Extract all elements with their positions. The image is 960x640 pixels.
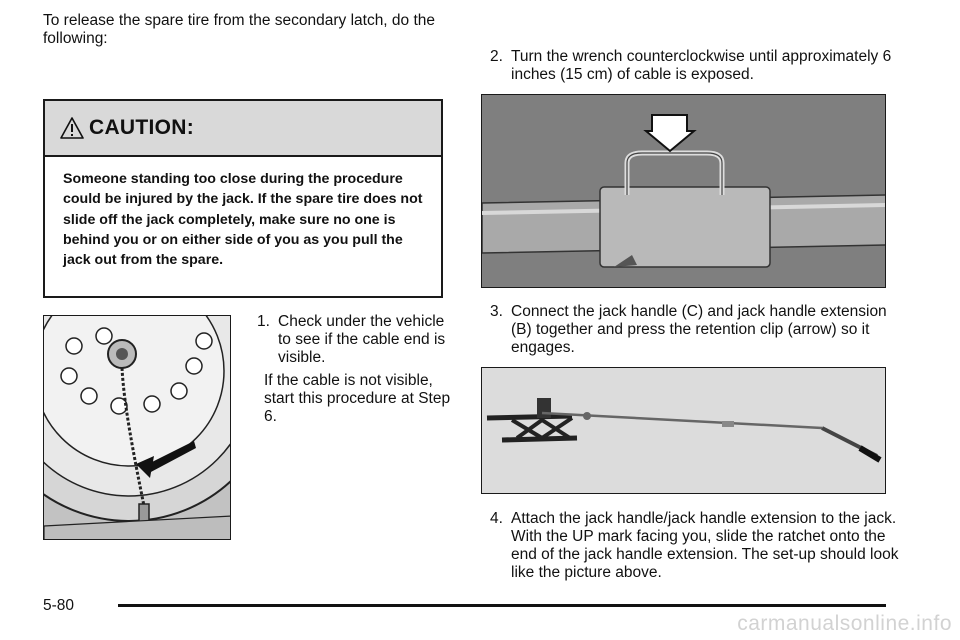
step-4 — [490, 510, 910, 582]
step-3 — [490, 303, 910, 357]
page-number: 5-80 — [43, 597, 75, 614]
step-number: 1. — [257, 313, 270, 330]
caution-title: CAUTION: — [89, 116, 195, 139]
step-number: 2. — [490, 48, 503, 65]
step-text: Connect the jack handle (C) and jack handle extension (B) together and press the retention clip (arrow) so it engages. — [511, 303, 887, 356]
jack-handle-clip-figure — [481, 94, 886, 288]
spare-tire-cable-figure — [43, 315, 231, 540]
intro-text: To release the spare tire from the secondary latch, do the following: — [43, 12, 436, 47]
caution-text: Someone standing too close during the procedure could be injured by the jack. If the spare tire does not slide off the jack completely, make sure no one is behind you or on either side of you as you pull the jack out from the spare. — [63, 171, 423, 269]
step-2 — [490, 48, 910, 84]
step-1 — [257, 313, 447, 367]
step-number: 4. — [490, 510, 503, 527]
watermark: carmanualsonline.info — [737, 612, 952, 635]
caution-header — [45, 101, 441, 157]
caution-box — [43, 99, 443, 298]
step-text: Attach the jack handle/jack handle extension to the jack. With the UP mark facing you, slide the ratchet onto the end of the jack handle extension. The set-up should look like the picture above. — [511, 510, 899, 581]
footer-rule — [118, 604, 886, 607]
step-1-note: If the cable is not visible, start this procedure at Step 6. — [264, 372, 451, 425]
jack-assembly-figure — [481, 367, 886, 494]
step-text: Turn the wrench counterclockwise until approximately 6 inches (15 cm) of cable is exposed. — [511, 48, 892, 83]
warning-triangle-icon — [59, 116, 85, 140]
step-number: 3. — [490, 303, 503, 320]
step-text: Check under the vehicle to see if the cable end is visible. — [278, 313, 446, 366]
